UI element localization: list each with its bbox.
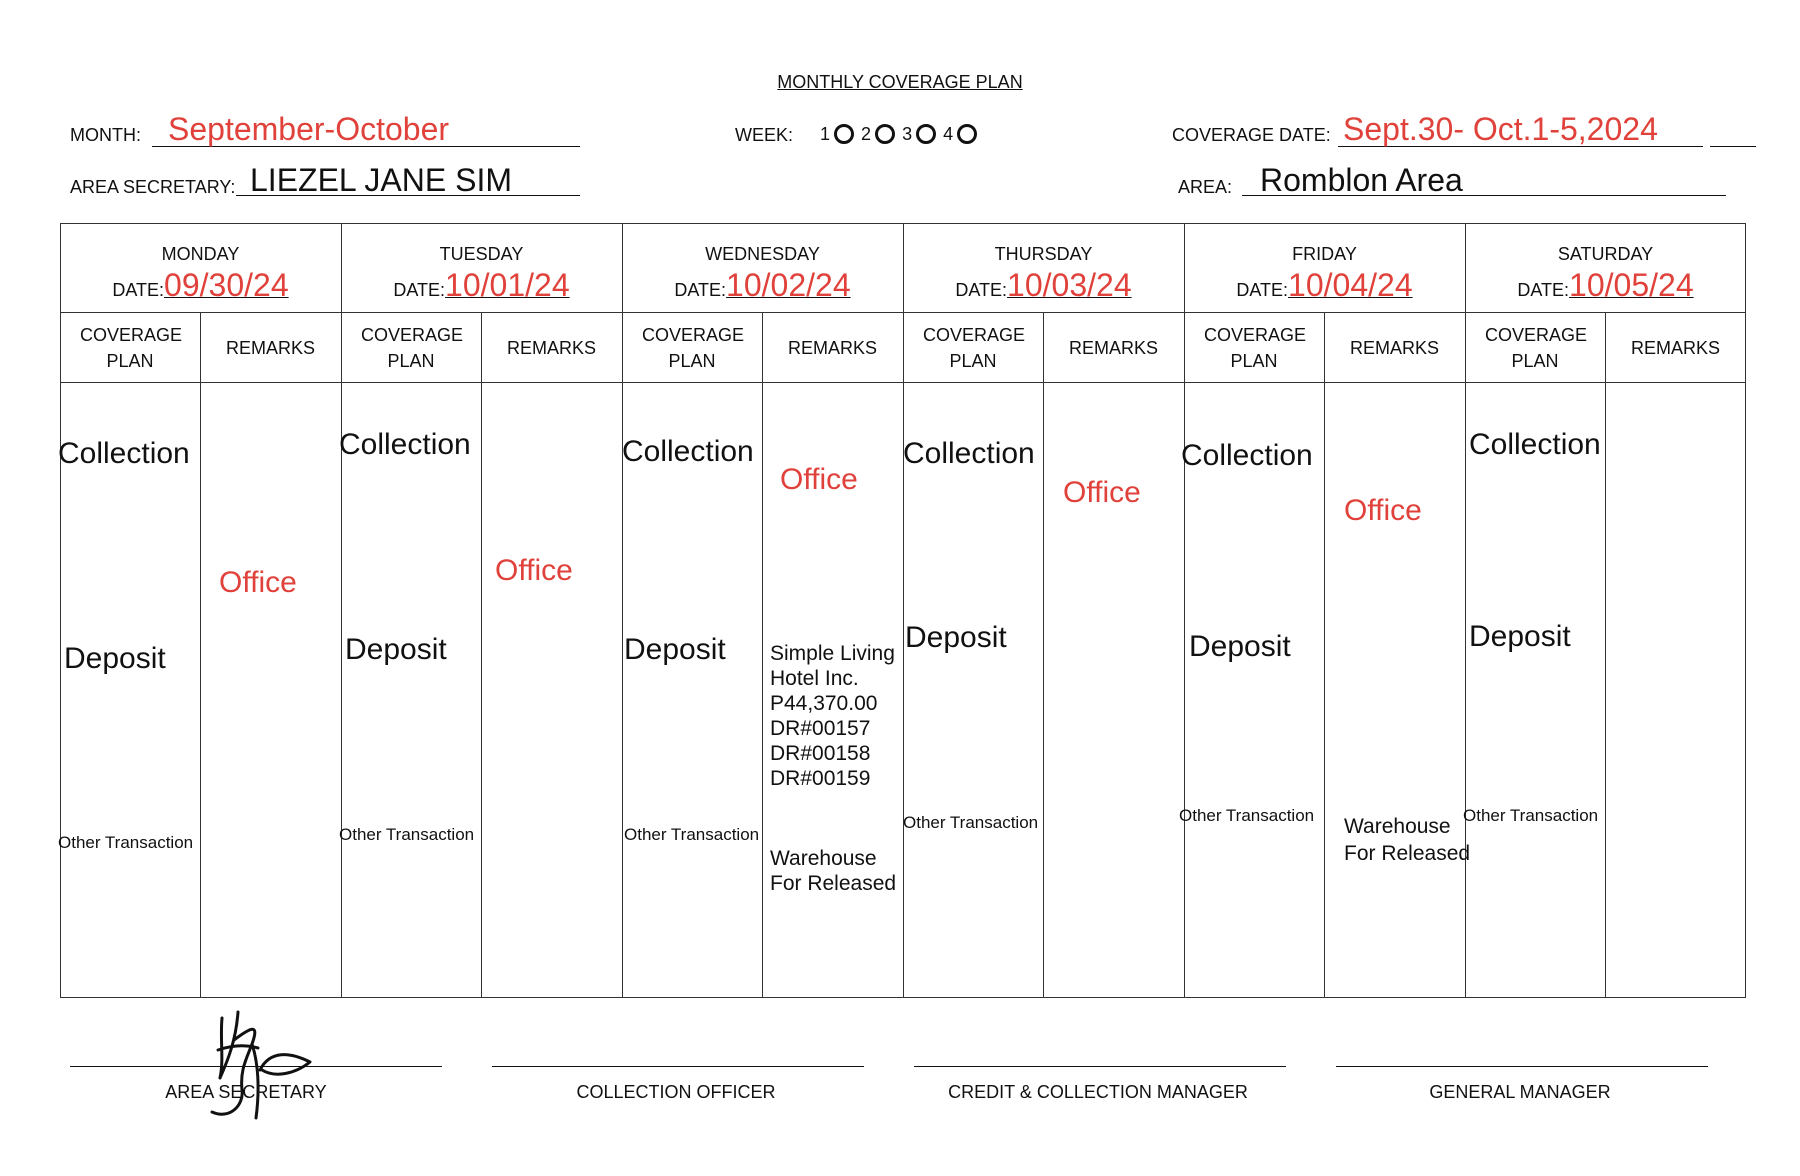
table-col-sep (1465, 223, 1466, 998)
table-col-sep (622, 223, 623, 998)
area-secretary-label: AREA SECRETARY: (70, 177, 236, 197)
form-title: MONTHLY COVERAGE PLAN (777, 72, 1023, 92)
remarks-office: Office (219, 566, 297, 599)
coverage-plan-header: COVERAGE PLAN (923, 325, 1026, 371)
signature-line-collection-officer[interactable] (492, 1066, 864, 1067)
day-date-value[interactable]: 10/02/24 (726, 267, 851, 303)
date-label: DATE: (674, 280, 727, 300)
week-4-radio[interactable] (957, 124, 977, 144)
remarks-header: REMARKS (506, 338, 596, 358)
week-1-radio[interactable] (834, 124, 854, 144)
coverage-plan-header: COVERAGE PLAN (642, 325, 745, 371)
day-header-saturday (1465, 244, 1746, 304)
remarks-header: REMARKS (225, 338, 315, 358)
day-name: WEDNESDAY (705, 244, 820, 264)
day-name: THURSDAY (994, 244, 1093, 264)
signature-line-general-manager[interactable] (1336, 1066, 1708, 1067)
remarks-office: Office (495, 554, 573, 587)
plan-deposit: Deposit (345, 633, 447, 666)
plan-deposit: Deposit (1469, 620, 1571, 653)
plan-deposit: Deposit (624, 633, 726, 666)
plan-other-transaction: Other Transaction (1179, 806, 1315, 825)
table-sub-sep (200, 312, 201, 998)
note-line: Hotel Inc. (770, 667, 859, 690)
day-header-monday (60, 244, 341, 304)
plan-other-transaction: Other Transaction (58, 833, 194, 852)
day-date-value[interactable]: 10/04/24 (1288, 267, 1413, 303)
note-line: DR#00159 (770, 767, 871, 790)
coverage-plan-header: COVERAGE PLAN (361, 325, 464, 371)
plan-deposit: Deposit (64, 642, 166, 675)
signature-label-general-manager: GENERAL MANAGER (1429, 1082, 1611, 1102)
coverage-date-underline-extra (1710, 146, 1756, 147)
handwritten-signature (200, 1000, 320, 1130)
day-date-value[interactable]: 10/03/24 (1007, 267, 1132, 303)
table-sub-sep (1324, 312, 1325, 998)
day-date-value[interactable]: 10/01/24 (445, 267, 570, 303)
table-sub-sep (1605, 312, 1606, 998)
day-name: SATURDAY (1557, 244, 1654, 264)
table-sub-sep (481, 312, 482, 998)
plan-collection: Collection (58, 437, 190, 470)
table-sub-sep (1043, 312, 1044, 998)
plan-collection: Collection (339, 428, 471, 461)
day-date-value[interactable]: 09/30/24 (164, 267, 289, 303)
plan-collection: Collection (1469, 428, 1601, 461)
date-label: DATE: (1517, 280, 1570, 300)
plan-collection: Collection (903, 437, 1035, 470)
week-label: WEEK: (735, 125, 794, 145)
day-date-row (622, 267, 903, 304)
week-option-3-label: 3 (902, 124, 913, 144)
remarks-header: REMARKS (1068, 338, 1158, 358)
plan-deposit: Deposit (1189, 630, 1291, 663)
day-header-thursday (903, 244, 1184, 304)
table-col-sep (903, 223, 904, 998)
remarks-header: REMARKS (1349, 338, 1439, 358)
month-label: MONTH: (70, 125, 141, 145)
coverage-date-label: COVERAGE DATE: (1172, 125, 1331, 145)
area-label: AREA: (1178, 177, 1233, 197)
week-3-radio[interactable] (916, 124, 936, 144)
note-line: For Released (770, 872, 897, 895)
plan-other-transaction: Other Transaction (339, 825, 475, 844)
note-line: For Released (1344, 842, 1471, 865)
note-line: P44,370.00 (770, 692, 878, 715)
note-line: DR#00157 (770, 717, 871, 740)
day-name: FRIDAY (1292, 244, 1357, 264)
coverage-plan-header: COVERAGE PLAN (80, 325, 183, 371)
week-2-radio[interactable] (875, 124, 895, 144)
coverage-date-value[interactable]: Sept.30- Oct.1-5,2024 (1343, 111, 1658, 147)
day-date-row (903, 267, 1184, 304)
remarks-deposit-note (770, 641, 895, 791)
signature-label-credit-collection-manager: CREDIT & COLLECTION MANAGER (948, 1082, 1248, 1102)
plan-other-transaction: Other Transaction (1463, 806, 1599, 825)
plan-collection: Collection (1181, 439, 1313, 472)
signature-label-area-secretary: AREA SECRETARY (165, 1082, 327, 1102)
plan-collection: Collection (622, 435, 754, 468)
day-name: TUESDAY (439, 244, 524, 264)
plan-other-transaction: Other Transaction (903, 813, 1039, 832)
day-date-row (1184, 267, 1465, 304)
note-line: Warehouse (770, 847, 877, 870)
signature-line-credit-collection-manager[interactable] (914, 1066, 1286, 1067)
day-header-friday (1184, 244, 1465, 304)
week-option-4-label: 4 (943, 124, 954, 144)
day-date-row (60, 267, 341, 304)
day-date-row (1465, 267, 1746, 304)
area-value[interactable]: Romblon Area (1260, 162, 1463, 198)
remarks-header: REMARKS (1630, 338, 1720, 358)
table-col-sep (1184, 223, 1185, 998)
day-date-value[interactable]: 10/05/24 (1569, 267, 1694, 303)
day-date-row (341, 267, 622, 304)
date-label: DATE: (112, 280, 165, 300)
date-label: DATE: (393, 280, 446, 300)
area-secretary-value[interactable]: LIEZEL JANE SIM (250, 162, 512, 198)
remarks-other-note (1344, 813, 1470, 867)
remarks-office: Office (1344, 494, 1422, 527)
remarks-office: Office (1063, 476, 1141, 509)
date-label: DATE: (955, 280, 1008, 300)
week-option-1-label: 1 (820, 124, 831, 144)
day-header-wednesday (622, 244, 903, 304)
month-value[interactable]: September-October (168, 111, 450, 147)
signature-label-collection-officer: COLLECTION OFFICER (576, 1082, 776, 1102)
plan-other-transaction: Other Transaction (624, 825, 760, 844)
note-line: DR#00158 (770, 742, 871, 765)
table-col-sep (341, 223, 342, 998)
remarks-office: Office (780, 463, 858, 496)
plan-deposit: Deposit (905, 621, 1007, 654)
coverage-plan-header: COVERAGE PLAN (1204, 325, 1307, 371)
day-header-tuesday (341, 244, 622, 304)
table-sub-sep (762, 312, 763, 998)
note-line: Warehouse (1344, 815, 1451, 838)
week-options (820, 124, 979, 145)
week-option-2-label: 2 (861, 124, 872, 144)
remarks-header: REMARKS (787, 338, 877, 358)
day-name: MONDAY (161, 244, 240, 264)
date-label: DATE: (1236, 280, 1289, 300)
note-line: Simple Living (770, 642, 895, 665)
coverage-plan-header: COVERAGE PLAN (1485, 325, 1588, 371)
remarks-other-note (770, 846, 896, 896)
